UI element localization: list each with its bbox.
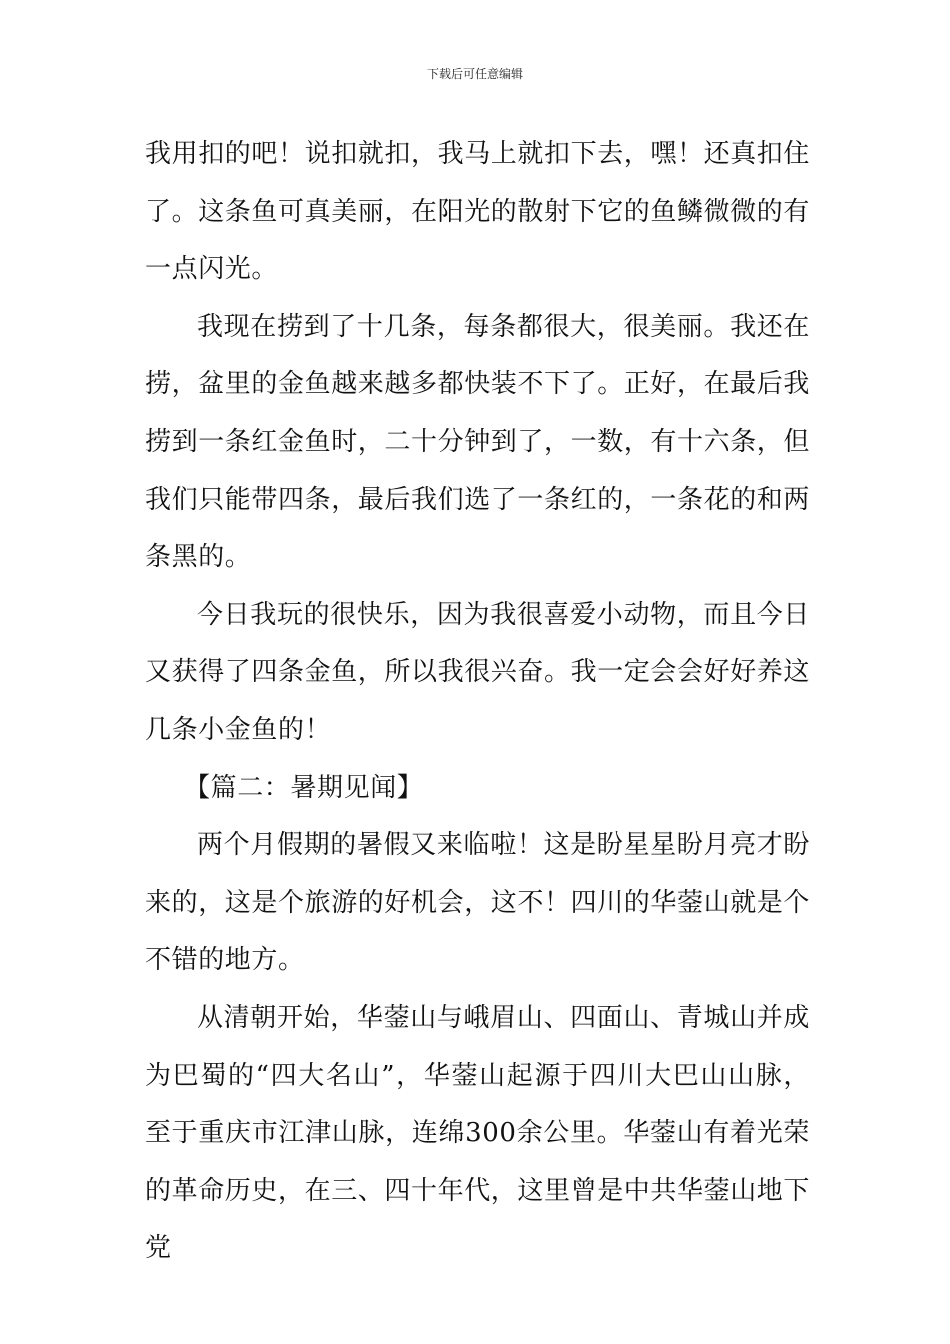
document-body (145, 126, 810, 1278)
paragraph-goldfish-happy: 今日我玩的很快乐，因为我很喜爱小动物，而且今日又获得了四条金鱼，所以我很兴奋。我一定会会好好养这几条小金鱼的！ (145, 599, 811, 745)
section-heading: 【篇二：暑期见闻】 (184, 772, 424, 803)
paragraph-huaying-mountain: 从清朝开始，华蓥山与峨眉山、四面山、青城山并成为巴蜀的“四大名山”，华蓥山起源于四川大巴山山脉，至于重庆市江津山脉，连绵300余公里。华蓥山有着光荣的革命历史，在三、四十年代，这里曾是中共华蓥山地下党 (145, 1002, 811, 1264)
page-header: 下载后可任意编辑 (426, 67, 523, 81)
paragraph-goldfish-count: 我现在捞到了十几条，每条都很大，很美丽。我还在捞，盆里的金鱼越来越多都快装不下了。正好，在最后我捞到一条红金鱼时，二十分钟到了，一数，有十六条，但我们只能带四条，最后我们选了一条红的，一条花的和两条黑的。 (145, 311, 811, 573)
paragraph-goldfish-catch: 我用扣的吧！说扣就扣，我马上就扣下去，嘿！还真扣住了。这条鱼可真美丽，在阳光的散射下它的鱼鳞微微的有一点闪光。 (145, 139, 811, 285)
paragraph-summer-vacation: 两个月假期的暑假又来临啦！这是盼星星盼月亮才盼来的，这是个旅游的好机会，这不！四川的华蓥山就是个不错的地方。 (145, 830, 811, 976)
